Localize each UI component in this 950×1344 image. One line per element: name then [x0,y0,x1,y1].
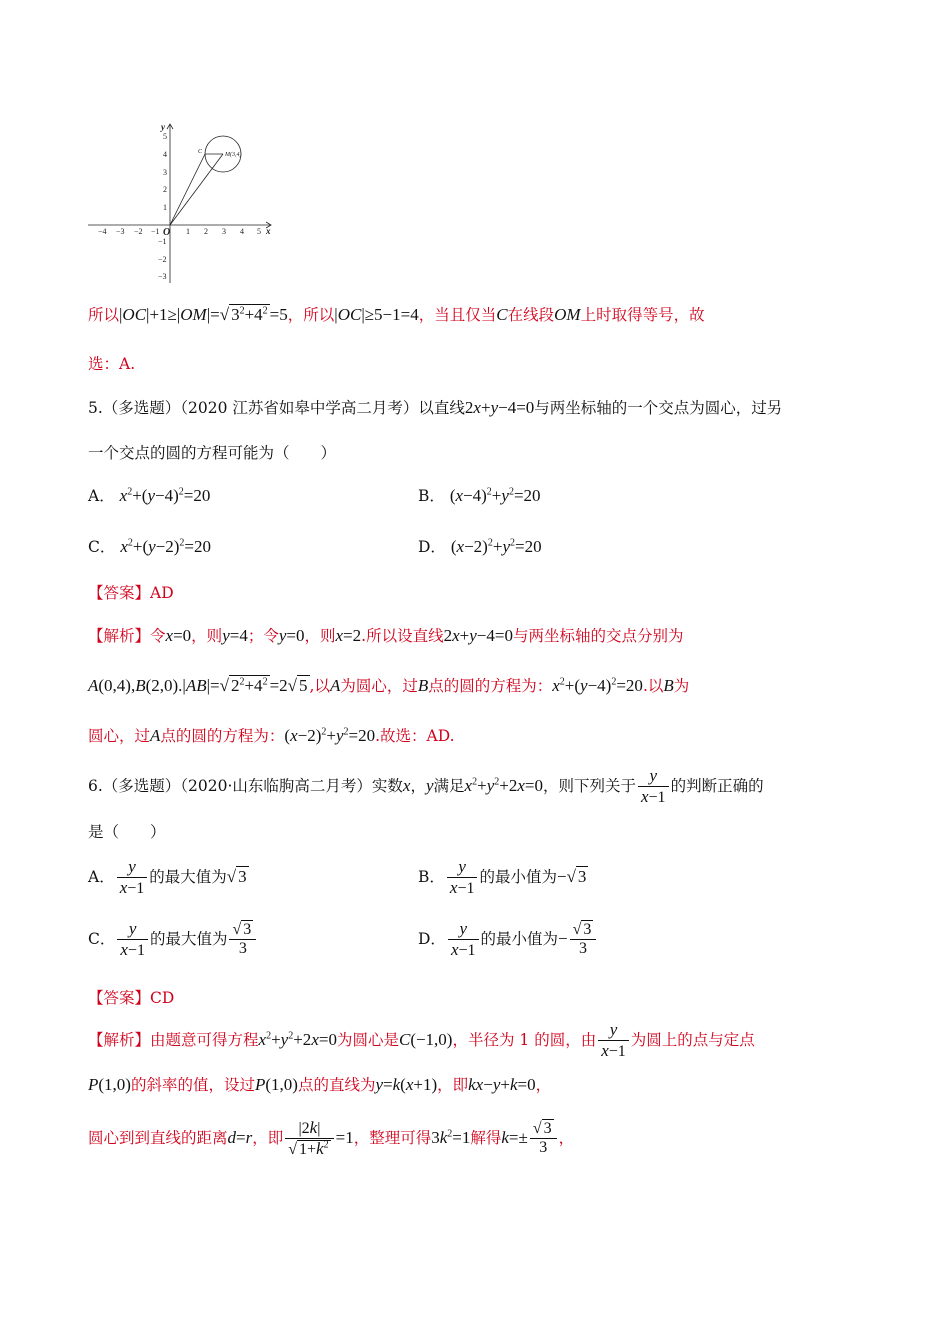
option-c: C． $x^2+(y-2)^2=20$ [88,537,211,556]
y-tick: −3 [158,272,167,281]
solution-5-line3: 圆心，过A点的圆的方程为：$(x-2)^2+y^2=20$.故选：AD. [88,726,455,745]
y-axis-label: y [161,122,165,132]
text: ，所以 [287,306,335,324]
x-tick: −4 [98,227,107,236]
point-M-label: M(3,4) [225,152,242,158]
y-tick: 1 [163,203,167,212]
solution-line: 所以|OC|+1≥|OM|=√ $3^2+4^2 =5$，所以|OC|≥5−1=4，当且仅当C在线段OM上时取得等号，故 [88,305,705,324]
answer-5: 【答案】AD [88,584,174,602]
x-tick: 1 [186,227,190,236]
y-tick: −2 [158,255,167,264]
answer-6: 【答案】CD [88,989,175,1007]
solution-5-line2: A(0,4),B(2,0).|AB|=√ $2^2+4^2 =2√$ 5 ,以A为圆心，过B点的圆的方程为：$x^2+(y-4)^2=20$.以B为 [88,676,690,695]
option-c: C． $\frac{y}{x-1}$ 的最大值为 $\frac{√ 3}{3}$ [88,919,258,961]
y-tick: −1 [158,237,167,246]
text: 上时取得等号，故 [580,306,705,324]
option-d: D． $(x-2)^2+y^2=20$ [418,537,542,556]
solution-5-line1: 【解析】令x=0，则y=4；令y=0，则x=2.所以设直线2x+y−4=0与两坐标轴的交点分别为 [88,626,684,645]
point-C-label: C [198,149,203,155]
y-tick: 2 [163,185,167,194]
x-tick: 2 [204,227,208,236]
option-b: B． $(x-4)^2+y^2=20$ [418,486,541,505]
text: 5.（多选题）（2020 江苏省如皋中学高二月考）以直线 [88,399,465,417]
x-tick: 4 [240,227,244,236]
question-6-stem-cont: 是（ ） [88,823,166,841]
option-b: B． $\frac{y}{x-1}$ 的最小值为−√ 3 [418,857,587,898]
coordinate-figure [86,118,276,288]
x-tick: −2 [134,227,143,236]
x-tick: −3 [116,227,125,236]
y-tick: 3 [163,168,167,177]
origin-label: O [163,227,171,238]
text: 在线段 [507,306,555,324]
x-tick: 3 [222,227,226,236]
solution-6-line2: P(1,0)的斜率的值，设过P(1,0)点的直线为y=k(x+1)，即kx−y+k=0， [88,1075,552,1094]
y-tick: 4 [163,150,167,159]
x-tick: −1 [151,227,160,236]
solution-line: 选：A. [88,355,136,373]
text: ，当且仅当 [418,306,497,324]
solution-6-line3: 圆心到到直线的距离d=r，即 $\frac{|2k|}{√ 1+k^2}$ =1，整理可得$3k^2=1$解得k=± $\frac{√ 3}{3}$ ， [88,1118,575,1159]
option-a: A． $\frac{y}{x-1}$ 的最大值为√ 3 [88,857,247,898]
y-tick: 5 [163,132,167,141]
question-5-stem: 5.（多选题）（2020 江苏省如皋中学高二月考）以直线2x+y−4=0与两坐标轴的一个交点为圆心，过另 [88,398,783,417]
option-a: A． $x^2+(y-4)^2=20$ [88,486,211,505]
segment-OC [170,154,205,225]
solution-6-line1: 【解析】由题意可得方程$x^2+y^2+2x=0$为圆心是C(−1,0)，半径为 1 的圆，由 $\frac{y}{x-1}$ 为圆上的点与定点 [88,1020,755,1061]
x-tick: 5 [257,227,261,236]
segment-OM [170,154,223,225]
text: 与两坐标轴的一个交点为圆心，过另 [534,399,783,417]
text: 所以 [88,306,120,324]
option-d: D． $\frac{y}{x-1}$ 的最小值为− $\frac{√ 3}{3}$ [418,919,598,961]
x-axis-label: x [266,226,271,236]
question-5-stem-cont: 一个交点的圆的方程可能为（ ） [88,444,337,462]
question-6-stem: 6.（多选题）（2020·山东临朐高二月考）实数x，y满足$x^2+y^2+2x=0$，则下列关于 $\frac{y}{x-1}$ 的判断正确的 [88,766,764,807]
